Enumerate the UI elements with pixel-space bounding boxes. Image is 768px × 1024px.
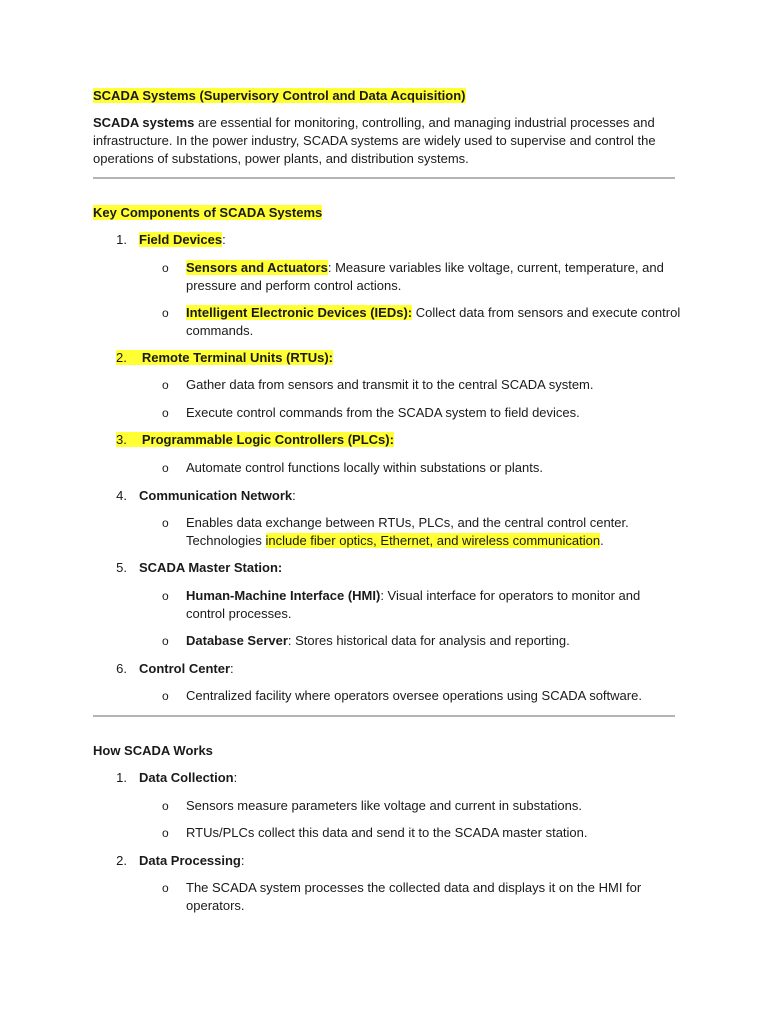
list-item-communication-network [139,487,296,505]
list-item-label: Remote Terminal Units (RTUs): [141,350,334,365]
list-number: 5. [116,560,127,575]
sub-item-text: : Visual interface for operators to monitor and [380,588,641,603]
sub-item-ieds [186,304,680,322]
sub-item-rtu-execute: Execute control commands from the SCADA system to field devices. [186,405,580,420]
bullet-icon: o [162,689,169,703]
list-item-plcs [116,431,394,449]
list-item-suffix: : [233,770,238,785]
bullet-icon: o [162,306,169,320]
sub-item-hmi [186,587,640,605]
bullet-icon: o [162,634,169,648]
section-heading-text: Key Components of SCADA Systems [93,205,323,220]
bullet-icon: o [162,826,169,840]
sub-item-sensors [186,259,664,277]
list-item-rtus [116,349,333,367]
sub-item-label: Human-Machine Interface (HMI) [186,588,381,603]
list-number: 2. [116,853,127,868]
list-item-data-collection [139,769,237,787]
list-item-label: Data Processing [139,853,241,868]
intro-line-3: operations of substations, power plants, and distribution systems. [93,151,469,166]
intro-line-2: infrastructure. In the power industry, SCADA systems are widely used to supervise and control the [93,133,656,148]
list-item-control-center [139,660,234,678]
intro-bold-term: SCADA systems [93,115,195,130]
list-item-suffix: : [292,488,296,503]
sub-item-processing-line-1: The SCADA system processes the collected data and displays it on the HMI for [186,880,642,895]
sub-item-processing-line-2: operators. [186,898,245,913]
sub-item-control-center: Centralized facility where operators oversee operations using SCADA software. [186,688,642,703]
section-heading-components [93,204,322,222]
list-number: 6. [116,661,127,676]
sub-item-text: : Stores historical data for analysis and reporting. [287,633,570,648]
sub-item-rtus-collect: RTUs/PLCs collect this data and send it to the SCADA master station. [186,825,588,840]
list-number: 4. [116,488,127,503]
horizontal-rule [93,715,675,717]
bullet-icon: o [162,589,169,603]
list-number: 2. [116,350,127,365]
bullet-icon: o [162,406,169,420]
sub-item-label: Database Server [186,633,288,648]
list-item-suffix: : [240,853,245,868]
bullet-icon: o [162,881,169,895]
intro-text: are essential for monitoring, controlling, and managing industrial processes and [194,115,655,130]
sub-item-text: : Measure variables like voltage, current, temperature, and [327,260,664,275]
list-item-label: Data Collection [139,770,234,785]
bullet-icon: o [162,261,169,275]
list-item-suffix: : [230,661,234,676]
list-item-label: Communication Network [139,488,293,503]
bullet-icon: o [162,461,169,475]
list-item-data-processing [139,852,245,870]
list-item-suffix: : [222,232,226,247]
bullet-icon: o [162,378,169,392]
list-item-label: SCADA Master Station: [139,560,283,575]
sub-item-text: Technologies [186,533,266,548]
section-heading-how [93,742,213,760]
list-item-master-station [139,559,282,577]
list-item-label: Field Devices [139,232,223,247]
sub-item-database-server [186,632,570,650]
sub-item-rtu-gather: Gather data from sensors and transmit it to the central SCADA system. [186,377,594,392]
sub-item-sensors-line-2: pressure and perform control actions. [186,278,402,293]
document-title [93,87,466,105]
bullet-icon: o [162,516,169,530]
sub-item-hmi-line-2: control processes. [186,606,292,621]
list-number: 1. [116,770,127,785]
horizontal-rule [93,177,675,179]
sub-item-label: Sensors and Actuators [186,260,328,275]
sub-item-sensors-measure: Sensors measure parameters like voltage and current in substations. [186,798,582,813]
sub-item-network-line-1: Enables data exchange between RTUs, PLCs, and the central control center. [186,515,629,530]
title-text: SCADA Systems (Supervisory Control and Data Acquisition) [93,88,466,103]
list-number: 3. [116,432,127,447]
list-item-label: Control Center [139,661,230,676]
highlighted-text: include fiber optics, Ethernet, and wireless communication [265,533,601,548]
sub-item-ieds-line-2: commands. [186,323,254,338]
list-number: 1. [116,232,127,247]
section-heading-text: How SCADA Works [93,743,213,758]
sub-item-network-line-2 [186,532,604,550]
list-item-label: Programmable Logic Controllers (PLCs): [141,432,394,447]
sub-item-label: Intelligent Electronic Devices (IEDs): [186,305,413,320]
bullet-icon: o [162,799,169,813]
sub-item-text: Collect data from sensors and execute control [412,305,681,320]
list-item-field-devices [139,231,226,249]
sub-item-plc-automate: Automate control functions locally within substations or plants. [186,460,543,475]
intro-line-1 [93,114,655,132]
sub-item-text: . [600,533,604,548]
